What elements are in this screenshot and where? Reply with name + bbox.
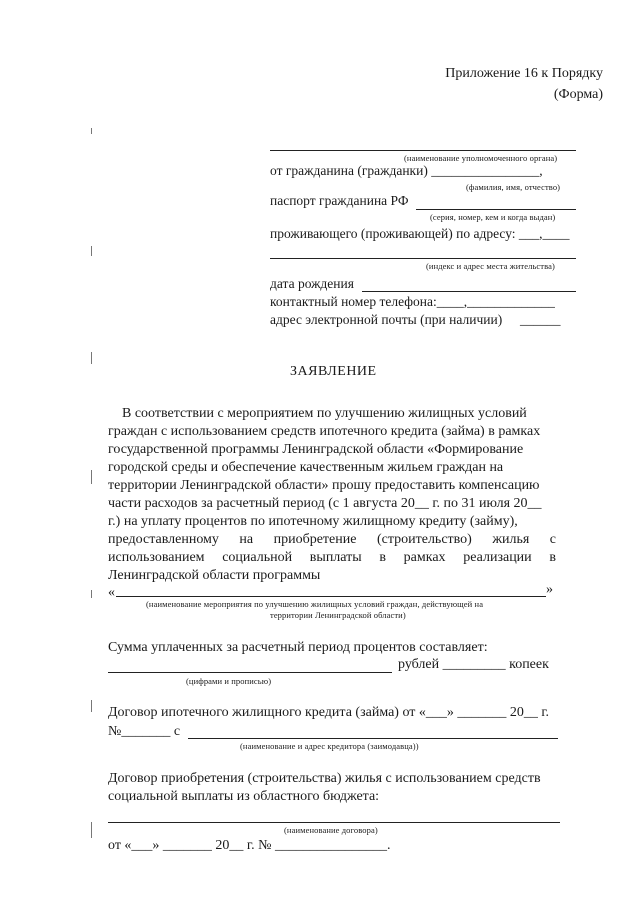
body-line-2: граждан с использованием средств ипотечного кредита (займа) в рамках <box>108 424 541 439</box>
sum-caption: (цифрами и прописью) <box>186 676 272 686</box>
scan-mark <box>91 590 92 598</box>
sum-amount-field[interactable] <box>108 672 392 673</box>
form-label: (Форма) <box>553 87 603 102</box>
contract-caption: (наименование договора) <box>284 825 378 835</box>
scan-mark <box>91 352 92 364</box>
contract-date-number-field[interactable]: от «___» _______ 20__ г. № ________________. <box>108 838 391 853</box>
purchase-label-1: Договор приобретения (строительства) жилья с использованием средств <box>108 771 541 786</box>
body-line-5: территории Ленинградской области» прошу предоставить компенсацию <box>108 478 540 493</box>
birth-date-field[interactable] <box>362 291 576 292</box>
passport-caption: (серия, номер, кем и когда выдан) <box>430 212 556 222</box>
scan-mark <box>91 246 92 256</box>
body-word: выплаты <box>309 550 362 565</box>
body-word: с <box>549 532 556 547</box>
email-label: адрес электронной почты (при наличии) <box>270 312 503 327</box>
body-line-3: государственной программы Ленинградской области «Формирование <box>108 442 524 457</box>
scan-mark <box>91 128 92 134</box>
body-word: рамках <box>403 550 446 565</box>
passport-label: паспорт гражданина РФ <box>270 193 409 208</box>
quote-open: « <box>108 585 115 600</box>
purchase-label-2: социальной выплаты из областного бюджета: <box>108 789 380 804</box>
body-line-4: городской среды и обеспечение качественным жильем граждан на <box>108 460 504 475</box>
body-word: приобретение <box>273 532 357 547</box>
lender-field[interactable] <box>188 738 558 739</box>
body-word: в <box>379 550 386 565</box>
body-word: реализации <box>463 550 532 565</box>
contract-name-field[interactable] <box>108 822 560 823</box>
body-word: жилья <box>492 532 530 547</box>
program-name-field[interactable] <box>116 596 546 597</box>
email-field[interactable]: ______ <box>520 312 561 327</box>
phone-field[interactable]: контактный номер телефона:____,_____________ <box>270 294 555 309</box>
body-word: в <box>549 550 556 565</box>
authority-caption: (наименование уполномоченного органа) <box>404 153 558 163</box>
address-caption: (индекс и адрес места жительства) <box>426 261 555 271</box>
birth-date-label: дата рождения <box>270 276 354 291</box>
measure-caption-2: территории Ленинградской области) <box>270 610 406 620</box>
body-word: использованием <box>108 550 205 565</box>
body-line-9 <box>108 549 556 567</box>
name-caption: (фамилия, имя, отчество) <box>466 182 561 192</box>
scan-mark <box>91 700 92 712</box>
lender-caption: (наименование и адрес кредитора (заимодавца)) <box>240 741 419 751</box>
residing-address-field[interactable]: проживающего (проживающей) по адресу: ___,____ <box>270 226 570 241</box>
body-line-10: Ленинградской области программы <box>108 568 321 583</box>
body-line-6: части расходов за расчетный период (с 1 августа 20__ г. по 31 июля 20__ <box>108 496 542 511</box>
appendix-reference: Приложение 16 к Порядку <box>445 66 603 81</box>
body-line-1: В соответствии с мероприятием по улучшению жилищных условий <box>122 406 527 421</box>
authority-field[interactable] <box>270 150 576 151</box>
scan-mark <box>91 822 92 838</box>
rubles-kopecks-field[interactable]: рублей _________ копеек <box>398 657 549 672</box>
quote-close: » <box>546 582 553 597</box>
passport-field[interactable] <box>416 209 576 210</box>
mortgage-date-field[interactable]: Договор ипотечного жилищного кредита (займа) от «___» _______ 20__ г. <box>108 705 550 720</box>
address-field[interactable] <box>270 258 576 259</box>
sum-label: Сумма уплаченных за расчетный период процентов составляет: <box>108 640 488 655</box>
body-word: на <box>239 532 254 547</box>
body-line-7: г.) на уплату процентов по ипотечному жилищному кредиту (займу), <box>108 514 518 529</box>
measure-caption: (наименование мероприятия по улучшению жилищных условий граждан, действующей на <box>146 599 484 609</box>
document-title: ЗАЯВЛЕНИЕ <box>290 364 377 379</box>
body-word: предоставленному <box>108 532 219 547</box>
mortgage-number-field[interactable]: №_______ с <box>108 724 181 739</box>
body-line-8 <box>108 531 556 549</box>
body-word: (строительство) <box>376 532 472 547</box>
scan-mark <box>91 470 92 484</box>
body-word: социальной <box>222 550 293 565</box>
from-citizen-field[interactable]: от гражданина (гражданки) ________________, <box>270 163 543 178</box>
